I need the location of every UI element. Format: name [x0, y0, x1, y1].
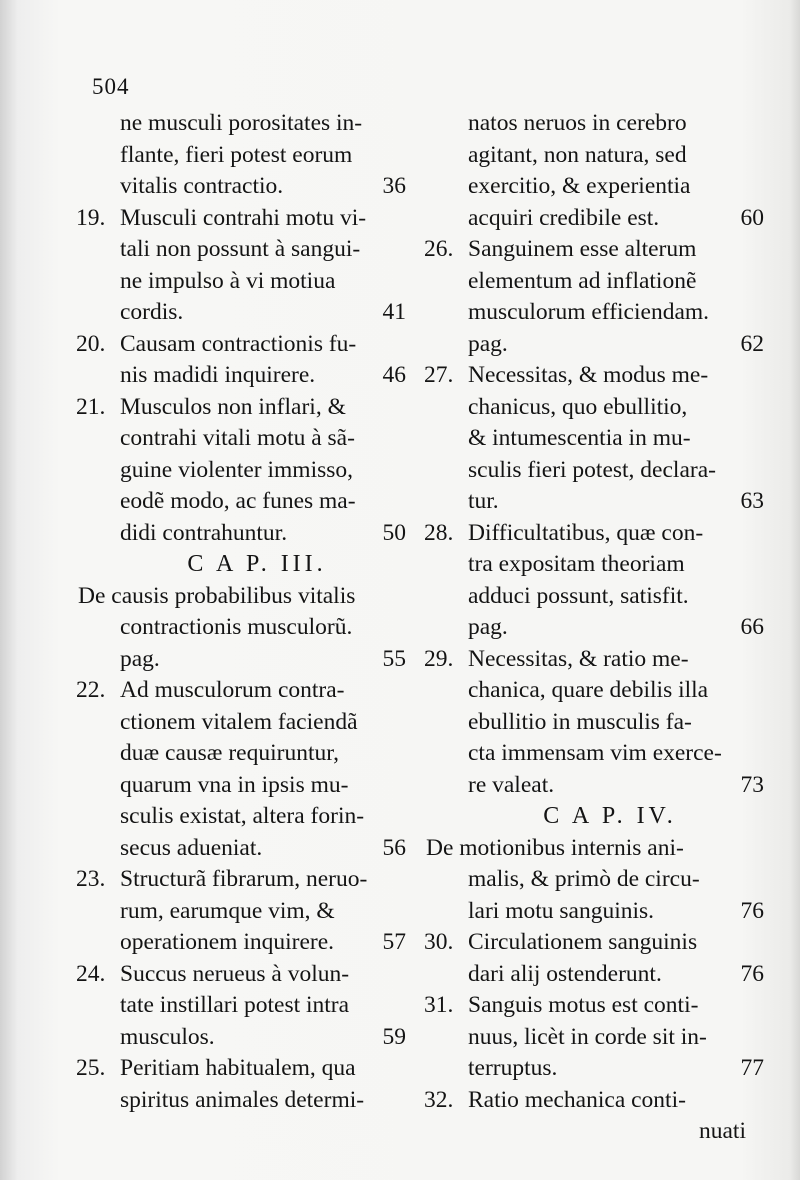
line-text: spiritus animales determi-	[120, 1086, 365, 1113]
entry-line	[120, 140, 406, 172]
entry-line	[426, 833, 764, 865]
entry-line	[468, 423, 764, 455]
entry-line	[120, 423, 406, 455]
page-ref: 76	[740, 897, 764, 924]
entry-line	[120, 675, 406, 707]
entry-line	[120, 738, 406, 770]
entry-line	[120, 171, 406, 203]
entry-line	[120, 234, 406, 266]
entry-line	[120, 1022, 406, 1054]
entry-line	[120, 833, 406, 865]
line-text: chanica, quare debilis illa	[468, 677, 709, 703]
line-text: ne impulso à vi motiua	[120, 267, 336, 294]
index-entry	[78, 959, 406, 1054]
index-entry	[426, 990, 764, 1085]
line-text: Sanguis motus est conti-	[468, 992, 699, 1018]
chapter-heading: C A P. IV.	[543, 803, 677, 829]
entry-number: 19.	[76, 204, 106, 231]
entry-line	[120, 455, 406, 487]
entry-number: 29.	[424, 645, 454, 672]
line-text: pag.	[468, 330, 508, 357]
entry-line	[468, 1022, 764, 1054]
entry-line	[120, 959, 406, 991]
line-text: cta immensam vim exerce-	[468, 740, 722, 766]
entry-line	[78, 644, 406, 676]
index-entry	[426, 927, 764, 990]
entry-line	[468, 770, 764, 802]
index-entry	[426, 360, 764, 518]
line-text: Peritiam habitualem, qua	[120, 1055, 356, 1081]
entry-line	[120, 392, 406, 424]
line-text: tur.	[468, 488, 499, 514]
entry-line	[120, 707, 406, 739]
entry-number: 22.	[76, 677, 106, 703]
entry-number: 32.	[424, 1086, 454, 1113]
entry-number: 25.	[76, 1055, 106, 1081]
entry-line	[468, 959, 764, 991]
page-ref: 46	[382, 362, 406, 388]
line-text: natos neruos in cerebro	[468, 110, 687, 136]
line-text: dari alij ostenderunt.	[468, 960, 662, 987]
entry-number: 27.	[424, 362, 454, 388]
entry-line	[426, 864, 764, 896]
line-text: exercitio, & experientia	[468, 173, 691, 199]
entry-number: 20.	[76, 330, 106, 357]
entry-number: 26.	[424, 236, 454, 262]
line-text: tate instillari potest intra	[120, 992, 350, 1018]
line-text: Circulationem sanguinis	[468, 929, 698, 955]
entry-number: 21.	[76, 393, 106, 420]
line-text: Structurã fibrarum, neruo-	[120, 866, 368, 892]
line-text: tali non possunt à sangui-	[120, 236, 361, 262]
entry-line	[120, 360, 406, 392]
line-text: cordis.	[120, 299, 184, 325]
entry-number: 31.	[424, 992, 454, 1018]
entry-line	[468, 675, 764, 707]
entry-number: 24.	[76, 960, 106, 987]
page-ref: 77	[740, 1055, 764, 1081]
entry-line	[468, 549, 764, 581]
right-column	[426, 108, 764, 1148]
line-text: Succus nerueus à volun-	[120, 960, 350, 987]
line-text: contrahi vitali motu à sã-	[120, 425, 355, 451]
entry-line	[78, 612, 406, 644]
entry-line	[120, 801, 406, 833]
page-ref: 56	[382, 834, 406, 861]
chapter-description	[78, 581, 406, 676]
entry-line	[468, 644, 764, 676]
line-text: didi contrahuntur.	[120, 519, 288, 546]
line-text: chanicus, quo ebullitio,	[468, 393, 688, 420]
entry-line	[120, 518, 406, 550]
line-text: ctionem vitalem faciendã	[120, 708, 358, 735]
entry-number: 28.	[424, 519, 454, 546]
line-text: eodẽ modo, ac funes ma-	[120, 488, 356, 514]
line-text: rum, earumque vim, &	[120, 897, 335, 924]
entry-line	[120, 770, 406, 802]
index-entry	[78, 329, 406, 392]
index-entry	[78, 864, 406, 959]
entry-line	[468, 927, 764, 959]
line-text: vitalis contractio.	[120, 173, 284, 199]
page-ref: 36	[382, 173, 406, 199]
line-text: re valeat.	[468, 771, 555, 798]
entry-line	[468, 990, 764, 1022]
page-ref: 60	[740, 204, 764, 231]
index-entry	[78, 675, 406, 864]
line-text: Necessitas, & ratio me-	[468, 645, 689, 672]
entry-line	[468, 486, 764, 518]
line-text: Sanguinem esse alterum	[468, 236, 697, 262]
line-text: Musculos non inflari, &	[120, 393, 346, 420]
entry-line	[78, 581, 406, 613]
entry-number: 23.	[76, 866, 106, 892]
entry-line	[468, 581, 764, 613]
entry-line	[468, 518, 764, 550]
entry-line	[468, 297, 764, 329]
page-ref: 41	[382, 299, 406, 325]
entry-line	[468, 171, 764, 203]
entry-line	[120, 927, 406, 959]
line-text: De motionibus internis ani-	[426, 834, 684, 861]
page-ref: 63	[740, 488, 764, 514]
line-text: agitant, non natura, sed	[468, 141, 687, 168]
entry-line	[468, 140, 764, 172]
line-text: sculis existat, altera forin-	[120, 803, 365, 829]
index-entry	[426, 234, 764, 360]
line-text: terruptus.	[468, 1055, 558, 1081]
page-ref: 76	[740, 960, 764, 987]
page-number: 504	[92, 74, 130, 99]
entry-line	[120, 329, 406, 361]
line-text: sculis fieri potest, declara-	[468, 456, 716, 483]
line-text: Ratio mechanica conti-	[468, 1086, 686, 1113]
entry-number: 30.	[424, 929, 454, 955]
line-text: De causis probabilibus vitalis	[78, 582, 356, 609]
line-text: guine violenter immisso,	[120, 456, 354, 483]
line-text: Musculi contrahi motu vi-	[120, 204, 367, 231]
line-text: & intumescentia in mu-	[468, 425, 691, 451]
page-ref: 55	[382, 645, 406, 672]
entry-line	[120, 990, 406, 1022]
entry-line	[468, 707, 764, 739]
line-text: quarum vna in ipsis mu-	[120, 771, 349, 798]
line-text: secus adueniat.	[120, 834, 263, 861]
page-ref: 62	[740, 330, 764, 357]
index-entry	[426, 644, 764, 802]
line-text: Necessitas, & modus me-	[468, 362, 709, 388]
page-ref: 57	[382, 929, 406, 955]
entry-line	[468, 392, 764, 424]
entry-line	[468, 738, 764, 770]
index-entry	[78, 203, 406, 329]
line-text: musculorum efficiendam.	[468, 299, 710, 325]
left-column	[78, 108, 406, 1116]
chapter-description	[426, 833, 764, 928]
entry-line	[468, 266, 764, 298]
line-text: malis, & primò de circu-	[468, 866, 700, 892]
line-text: acquiri credibile est.	[468, 204, 660, 231]
line-text: ne musculi porositates in-	[120, 110, 363, 136]
line-text: flante, fieri potest eorum	[120, 141, 353, 168]
line-text: tra expositam theoriam	[468, 551, 685, 577]
index-entry	[426, 518, 764, 644]
entry-line	[468, 1053, 764, 1085]
line-text: nis madidi inquirere.	[120, 362, 316, 388]
line-text: Difficultatibus, quæ con-	[468, 519, 704, 546]
entry-line	[468, 455, 764, 487]
entry-line	[468, 329, 764, 361]
entry-line	[120, 266, 406, 298]
line-text: Causam contractionis fu-	[120, 330, 357, 357]
line-text: operationem inquirere.	[120, 929, 335, 955]
chapter-heading: C A P. III.	[187, 551, 327, 577]
index-entry	[426, 108, 764, 234]
line-text: duæ causæ requiruntur,	[120, 740, 340, 766]
index-entry	[78, 1053, 406, 1116]
entry-line	[120, 486, 406, 518]
entry-line	[468, 612, 764, 644]
line-text: adduci possunt, satisfit.	[468, 582, 689, 609]
entry-line	[120, 108, 406, 140]
page-ref: 73	[740, 771, 764, 798]
line-text: ebullitio in musculis fa-	[468, 708, 692, 735]
index-entry	[78, 108, 406, 203]
entry-line	[468, 203, 764, 235]
entry-line	[120, 203, 406, 235]
entry-line	[468, 108, 764, 140]
entry-line	[120, 1053, 406, 1085]
page-ref: 59	[382, 1023, 406, 1050]
page-ref: 50	[382, 519, 406, 546]
line-text: pag.	[468, 614, 508, 640]
entry-line	[120, 864, 406, 896]
index-entry	[426, 1085, 764, 1117]
entry-line	[468, 1085, 764, 1117]
entry-line	[468, 234, 764, 266]
line-text: nuus, licèt in corde sit in-	[468, 1023, 707, 1050]
line-text: elementum ad inflationẽ	[468, 267, 697, 294]
page-ref: 66	[740, 614, 764, 640]
entry-line	[120, 1085, 406, 1117]
entry-line	[468, 360, 764, 392]
line-text: pag.	[120, 645, 160, 672]
line-text: Ad musculorum contra-	[120, 677, 345, 703]
catchword: nuati	[699, 1118, 746, 1144]
line-text: contractionis musculorũ.	[120, 614, 353, 640]
entry-line	[426, 896, 764, 928]
line-text: musculos.	[120, 1023, 215, 1050]
line-text: lari motu sanguinis.	[468, 897, 655, 924]
entry-line	[120, 297, 406, 329]
index-entry	[78, 392, 406, 550]
entry-line	[120, 896, 406, 928]
